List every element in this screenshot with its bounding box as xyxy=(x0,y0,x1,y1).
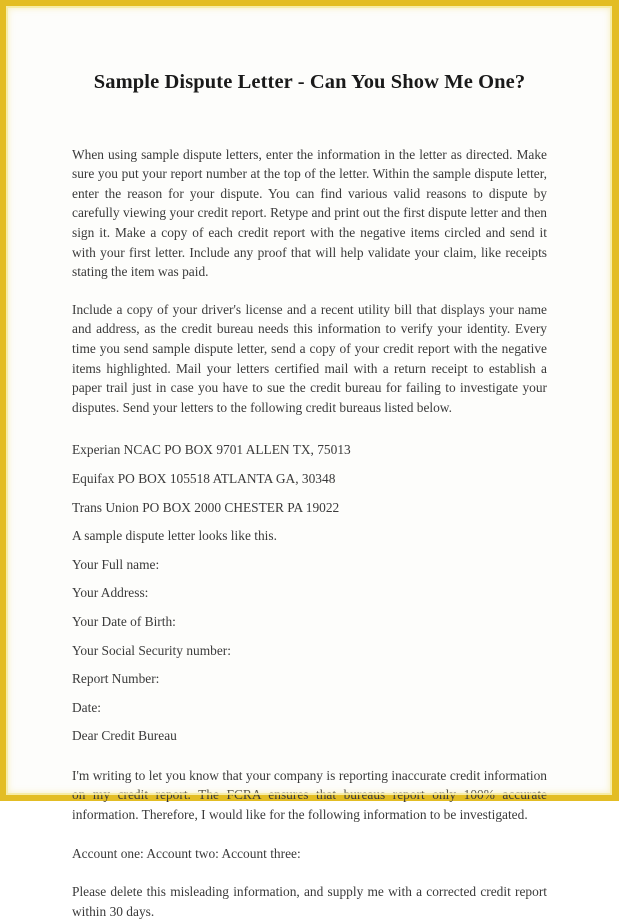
bureau-address-transunion: Trans Union PO BOX 2000 CHESTER PA 19022 xyxy=(72,499,340,515)
field-label-report-number: Report Number: xyxy=(72,671,160,687)
field-label-date-of-birth: Your Date of Birth: xyxy=(72,613,176,629)
field-label-date: Date: xyxy=(72,699,101,715)
page-title: Sample Dispute Letter - Can You Show Me One? xyxy=(93,71,526,93)
bureau-address-equifax: Equifax PO BOX 105518 ATLANTA GA, 30348 xyxy=(72,470,336,486)
intro-paragraph-1: When using sample dispute letters, enter the information in the letter as directed. Make sure you put your report number at the top of the letter. Within the sample dispute letter, enter the reason for your dispute. You can find various valid reasons to dispute by carefully viewing your credit report. Retype and print out the first dispute letter and then sign it. Make a copy of each credit report with the negative items circled and send it with your first letter. Include any proof that will help validate your claim, like receipts stating the item was paid. xyxy=(72,146,547,280)
intro-paragraph-2: Include a copy of your driver's license and a recent utility bill that displays your name and address, as the credit bureau needs this information to verify your identity. Every time you send sample dispute letter, send a copy of your credit report with the negative items highlighted. Mail your letters certified mail with a return receipt to establish a paper trail just in case you have to sue the credit bureau for failing to investigate your disputes. Send your letters to the following credit bureaus listed below. xyxy=(72,301,547,415)
sample-letter-intro: A sample dispute letter looks like this. xyxy=(72,528,277,544)
salutation: Dear Credit Bureau xyxy=(72,728,177,744)
bureau-address-experian: Experian NCAC PO BOX 9701 ALLEN TX, 75013 xyxy=(72,442,351,458)
accounts-line: Account one: Account two: Account three: xyxy=(72,845,301,861)
document-content xyxy=(72,6,547,921)
field-label-full-name: Your Full name: xyxy=(72,556,160,572)
body-paragraph: I'm writing to let you know that your company is reporting inaccurate credit information on my credit report. The FCRA ensures that bureaus report only 100% accurate information. Therefore, I would like for the following information to be investigated. xyxy=(72,767,547,823)
field-label-address: Your Address: xyxy=(72,585,149,601)
field-label-social-security-number: Your Social Security number: xyxy=(72,642,231,658)
closing-paragraph: Please delete this misleading information, and supply me with a corrected credit report within 30 days. xyxy=(72,884,547,919)
